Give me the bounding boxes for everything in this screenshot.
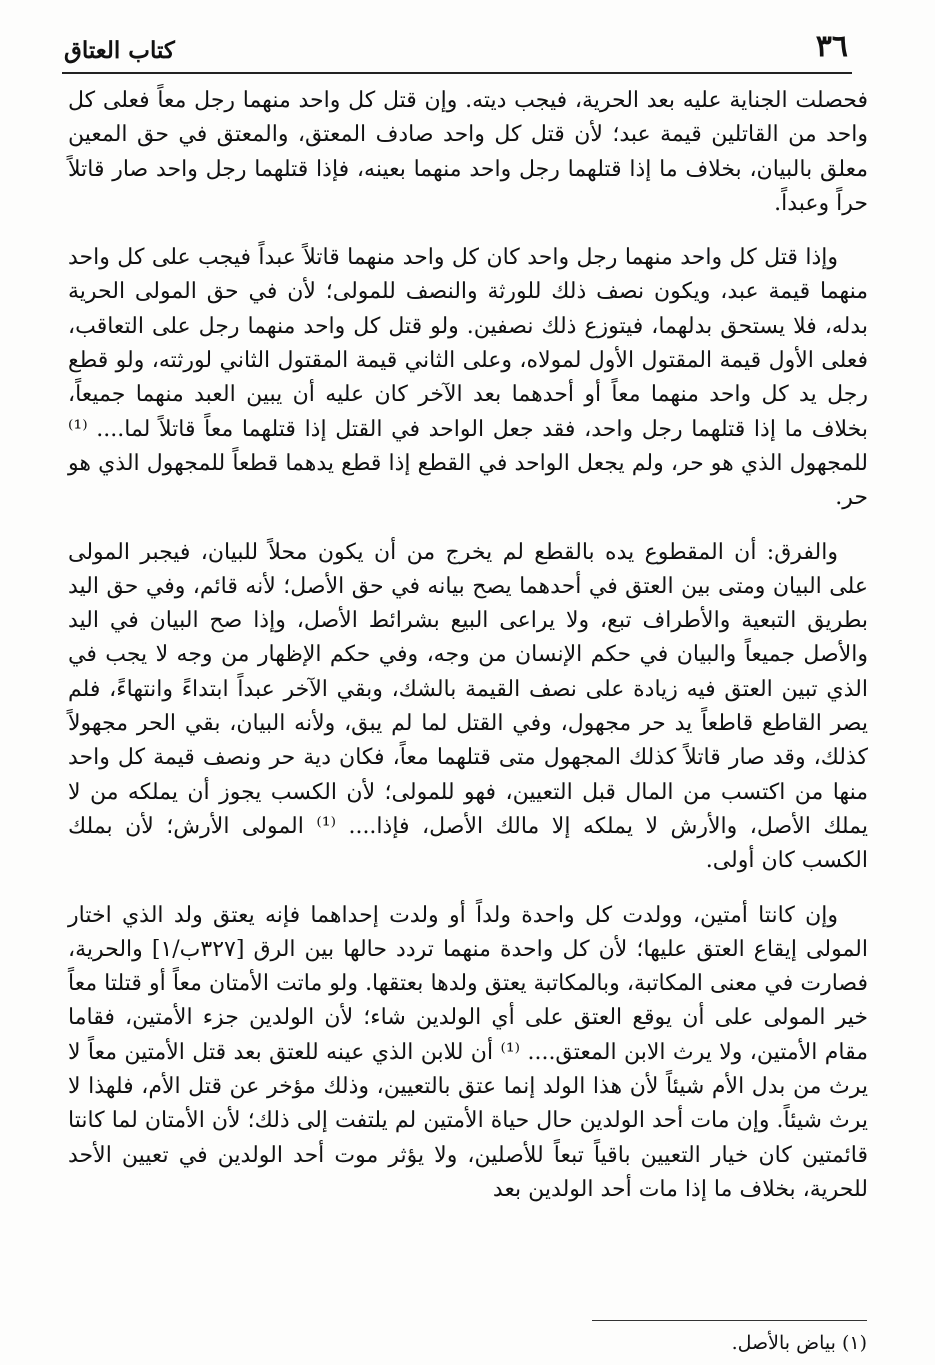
footnote: (١) بياض بالأصل. (731, 1332, 867, 1354)
footnote-rule (592, 1320, 867, 1321)
paragraph-2: وإذا قتل كل واحد منهما رجل واحد كان كل واحد منهما قاتلاً عبداً فيجب على كل واحد منهما قيمة عبد، ويكون نصف ذلك للورثة والنصف للمولى؛ لأن في حق المولى الحرية بدله، فلا يستحق بدلهما، فيتوزع ذلك نصفين. ولو قتل كل واحد منهما رجل على التعاقب، فعلى الأول قيمة المقتول الأول لمولاه، وعلى الثاني قيمة المقتول الثاني لورثته، ولو قطع رجل يد كل واحد منهما معاً أو أحدهما بعد الآخر كان عليه أن يبين العبد منهما جميعاً، بخلاف ما إذا قتلهما رجل واحد، فقد جعل الواحد في القتل إذا قتلهما معاً قاتلاً لما.... ⁽¹⁾ للمجهول الذي هو حر، ولم يجعل الواحد في القطع إذا قطع يدهما قطعاً للمجهول الذي هو حر. (68, 245, 868, 511)
header-rule (62, 72, 852, 74)
main-text (68, 84, 868, 1227)
running-title: كتاب العتاق (64, 37, 175, 64)
paragraph-3: والفرق: أن المقطوع يده بالقطع لم يخرج من أن يكون محلاً للبيان، فيجبر المولى على البيان ومتى بين العتق في أحدهما يصح بيانه في حق الأصل؛ لأنه قائم، وفي حق اليد بطريق التبعية والأطراف تبع، ولا يراعى البيع بشرائط الأصل، وإذا صح البيان في اليد والأصل جميعاً والبيان في حكم الإنسان من وجه، وفي حكم الإظهار من وجه لا يجب في الذي تبين العتق فيه زيادة على نصف القيمة بالشك، وبقي الآخر عبداً ابتداءً وانتهاءً، فلم يصر القاطع قاطعاً يد حر مجهول، وفي القتل لما لم يبق، ولأنه البيان، بقي الحر مجهولاً كذلك، وقد صار قاتلاً كذلك المجهول متى قتلهما معاً، فكان دية حر ونصف قيمة كل واحد منها من اكتسب من المال قبل التعيين، فهو للمولى؛ لأن الكسب يجوز أن يملكه من لا يملك الأصل، والأرش لا يملكه إلا مالك الأصل، فإذا.... ⁽¹⁾ المولى الأرش؛ لأن بملك الكسب كان أولى. (68, 539, 868, 874)
paragraph-1: فحصلت الجناية عليه بعد الحرية، فيجب ديته. وإن قتل كل واحد منهما رجل معاً فعلى كل واحد من القاتلين قيمة عبد؛ لأن قتل كل واحد صادف المعتق، والمعتق في حق المعين معلق بالبيان، بخلاف ما إذا قتلهما رجل واحد منهما بعينه، فإذا قتلهما رجل واحد صار قاتلاً حراً وعبداً. (68, 88, 868, 216)
page-number: ٣٦ (815, 29, 848, 64)
paragraph-4: وإن كانتا أمتين، وولدت كل واحدة ولداً أو ولدت إحداهما فإنه يعتق ولد الذي اختار المولى إيقاع العتق عليها؛ لأن كل واحدة منهما تردد حالها بين الرق [٣٢٧ب/١] والحرية، فصارت في معنى المكاتبة، وبالمكاتبة يعتق ولدها بعتقها. ولو ماتت الأمتان معاً أو قتلتا معاً خير المولى على أن يوقع العتق على أي الولدين شاء؛ لأن الولدين جزء الأمتين، فقاما مقام الأمتين، ولا يرث الابن المعتق.... ⁽¹⁾ أن للابن الذي عينه للعتق بعد قتل الأمتين معاً لا يرث من بدل الأم شيئاً لأن هذا الولد إنما عتق بالتعيين، وذلك مؤخر عن قتل الأم، فلهذا لا يرث شيئاً. وإن مات أحد الولدين حال حياة الأمتين لم يلتفت إلى ذلك؛ لأن الأمتان لما كانتا قائمتين كان خيار التعيين باقياً تبعاً للأصلين، ولا يؤثر موت أحد الولدين في تعيين الأحد للحرية، بخلاف ما إذا مات أحد الولدين بعد (68, 902, 868, 1202)
page-header (62, 26, 852, 70)
